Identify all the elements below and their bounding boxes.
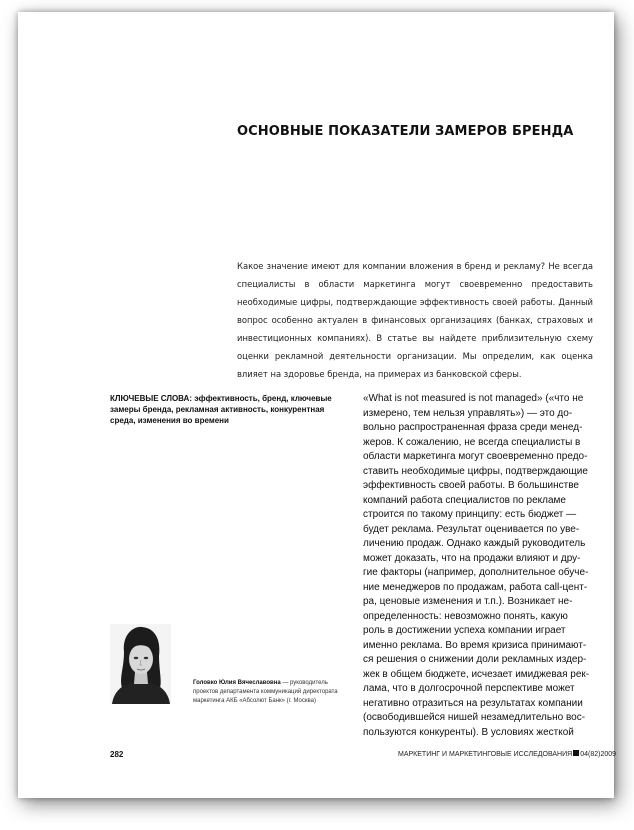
body-line: негативно отразиться на результатах компании xyxy=(363,697,583,709)
body-line: эффективность своей работы. В большинстве xyxy=(363,480,579,491)
journal-footer xyxy=(398,750,617,758)
body-line: ся решения о снижении доли рекламных издер- xyxy=(363,654,587,665)
body-line: (освободившейся нишей незамедлительно вос- xyxy=(363,712,586,723)
lead-paragraph: Какое значение имеют для компании вложения в бренд и рекламу? Не всегда специалисты в области маркетинга могут своевременно предоставить необходимые цифры, подтверждающие эффективность своей работы. Данный вопрос особенно актуален в финансовых организациях (банках, страховых и инвестиционных компаниях). В статье вы найдете приблизительную схему оценки рекламной деятельности организации. Мы определим, как оценка влияет на здоровье бренда, на примерах из банковской сферы. xyxy=(237,261,593,379)
body-line: строится по такому принципу: есть бюджет — xyxy=(363,509,577,520)
article-body xyxy=(363,392,597,740)
body-line: именно реклама. Во время кризиса принимают- xyxy=(363,639,587,651)
body-line: области маркетинга могут своевременно предо- xyxy=(363,451,588,462)
magazine-page xyxy=(18,12,617,798)
article-lead xyxy=(237,257,593,383)
body-line: роль в достижении успеха компании играет xyxy=(363,625,566,636)
author-info xyxy=(193,679,343,706)
page-number: 282 xyxy=(110,750,124,759)
body-line: лама, что в долгосрочной перспективе может xyxy=(363,683,575,694)
body-line: ние менеджеров по продажам, работа call-цент- xyxy=(363,581,588,593)
journal-name: МАРКЕТИНГ И МАРКЕТИНГОВЫЕ ИССЛЕДОВАНИЯ xyxy=(398,751,573,758)
body-line: пользуются конкуренты). В условиях жесткой xyxy=(363,726,574,738)
author-portrait-image xyxy=(110,624,171,704)
body-line: личению продаж. Однако каждый руководитель xyxy=(363,538,586,549)
body-line: жеров. К сожалению, не всегда специалисты в xyxy=(363,436,581,448)
body-line: гие факторы (например, дополнительное обуче- xyxy=(363,567,589,578)
author-description: — руководитель проектов департамента коммуникаций директората маркетинга АКБ «Абсолют Банк» (г. Москва) xyxy=(193,680,338,704)
body-line: компаний работа специалистов по рекламе xyxy=(363,494,566,506)
body-line: вольно распространенная фраза среди менед- xyxy=(363,422,583,433)
square-separator-icon xyxy=(573,750,579,756)
body-line: «What is not measured is not managed» («что не xyxy=(363,393,584,404)
body-line: определенность: невозможно понять, какую xyxy=(363,610,568,622)
author-name: Головко Юлия Вячеславовна xyxy=(193,680,281,686)
issue-number: 04(82)2009 xyxy=(580,751,617,758)
body-line: может доказать, что на продажи влияют и дру- xyxy=(363,552,581,564)
author-photo xyxy=(110,624,171,704)
body-line: ставить необходимые цифры, подтверждающие xyxy=(363,465,588,477)
body-line: будет реклама. Результат оценивается по уве- xyxy=(363,523,580,535)
keywords-block: КЛЮЧЕВЫЕ СЛОВА: эффективность, бренд, ключевые замеры бренда, рекламная активность, конкурентная среда, изменения во времени xyxy=(110,394,332,425)
body-line: ра, ценовые изменения и т.п.). Возникает не- xyxy=(363,596,573,607)
body-line: измерено, тем нельзя управлять») — это до- xyxy=(363,407,573,419)
body-line: жек в общем бюджете, исчезает имиджевая рек- xyxy=(363,668,590,680)
article-title: ОСНОВНЫЕ ПОКАЗАТЕЛИ ЗАМЕРОВ БРЕНДА xyxy=(237,124,574,139)
